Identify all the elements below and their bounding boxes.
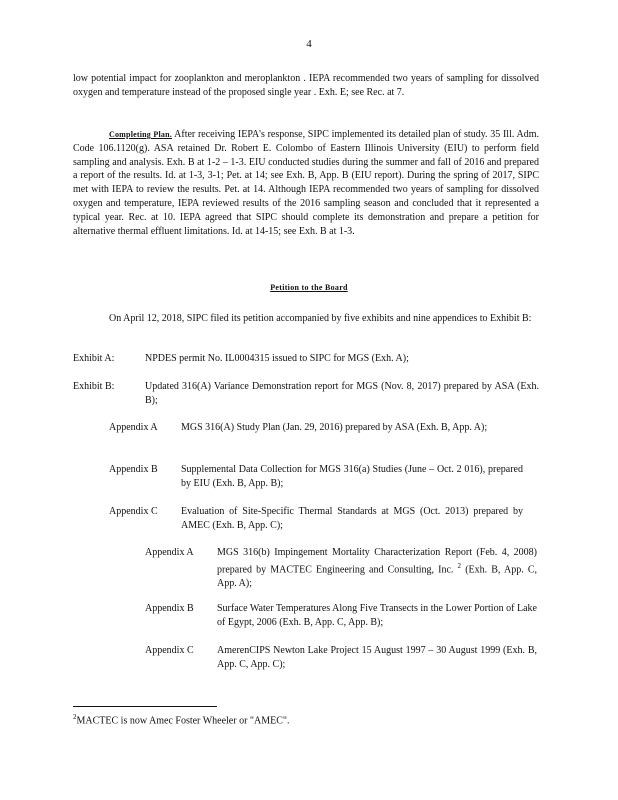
- exhibit-a-text: NPDES permit No. IL0004315 issued to SIPC for MGS (Exh. A);: [145, 353, 409, 364]
- appendix-label: Appendix C: [109, 506, 158, 517]
- sub-appendix-label: Appendix C: [145, 645, 194, 656]
- completing-plan-heading: Completing Plan.: [109, 130, 172, 139]
- sub-appendix-label: Appendix B: [145, 603, 194, 614]
- footnote-text: MACTEC is now Amec Foster Wheeler or "AMEC".: [76, 715, 290, 727]
- appendix-text: Supplemental Data Collection for MGS 316(a) Studies (June – Oct. 2 016), prepared by EIU (Exh. B, App. B);: [181, 464, 523, 489]
- sub-appendix-text: [217, 546, 537, 591]
- appendix-label: Appendix A: [109, 422, 158, 433]
- sub-appendix-text: Surface Water Temperatures Along Five Transects in the Lower Portion of Lake of Egypt, 2006 (Exh. B, App. C, App. B);: [217, 603, 537, 628]
- exhibit-a-label: Exhibit A:: [73, 353, 115, 364]
- footnote-divider: [73, 706, 217, 707]
- footnote-mark: 2: [73, 713, 77, 721]
- appendix-text: MGS 316(A) Study Plan (Jan. 29, 2016) prepared by ASA (Exh. B, App. A);: [181, 422, 488, 433]
- exhibit-b-label: Exhibit B:: [73, 381, 115, 392]
- petition-paragraph: On April 12, 2018, SIPC filed its petition accompanied by five exhibits and nine appendices to Exhibit B:: [109, 313, 532, 324]
- exhibit-b-text: Updated 316(A) Variance Demonstration report for MGS (Nov. 8, 2017) prepared by ASA (Exh. B);: [145, 381, 539, 406]
- completing-plan-body: After receiving IEPA's response, SIPC implemented its detailed plan of study. 35 Ill. Adm. Code 106.1120(g). ASA retained Dr. Robert E. Colombo of Eastern Illinois University (EIU) to perform field sampling and analysis. Exh. B at 1-2 – 1-3. EIU conducted studies during the summer and fall of 2016 and prepared a report of the results. Id. at 1-3, 3-1; Pet. at 14; see Exh. B, App. B (EIU report). During the spring of 2017, SIPC met with IEPA to review the results. Pet. at 14. Although IEPA recommended two years of sampling for dissolved oxygen and temperature, IEPA reviewed results of the 2016 sampling season and concluded that it represented a typical year. Rec. at 10. IEPA agreed that SIPC should complete its demonstration and prepare a petition for alternative thermal effluent limitations. Id. at 14-15; see Exh. B at 1-3.: [73, 129, 540, 237]
- completing-plan-paragraph: [73, 128, 539, 238]
- footnote: [73, 713, 289, 726]
- intro-paragraph: low potential impact for zooplankton and meroplankton . IEPA recommended two years of sampling for dissolved oxygen and temperature instead of the proposed single year . Exh. E; see Rec. at 7.: [73, 73, 539, 98]
- appendix-label: Appendix B: [109, 464, 158, 475]
- sub-appendix-text: AmerenCIPS Newton Lake Project 15 August 1997 – 30 August 1999 (Exh. B, App. C, App. C);: [217, 645, 537, 670]
- petition-heading: Petition to the Board: [270, 283, 348, 292]
- sub-appendix-body: MGS 316(b) Impingement Mortality Characterization Report (Feb. 4, 2008) prepared by MACTEC Engineering and Consulting, Inc.: [217, 547, 537, 576]
- footnote-reference: 2: [457, 561, 462, 570]
- page-number: 4: [306, 38, 312, 50]
- sub-appendix-tail: (Exh. B, App. C, App. A);: [217, 564, 538, 589]
- appendix-text: Evaluation of Site-Specific Thermal Standards at MGS (Oct. 2013) prepared by AMEC (Exh. B, App. C);: [181, 506, 523, 531]
- sub-appendix-label: Appendix A: [145, 547, 194, 558]
